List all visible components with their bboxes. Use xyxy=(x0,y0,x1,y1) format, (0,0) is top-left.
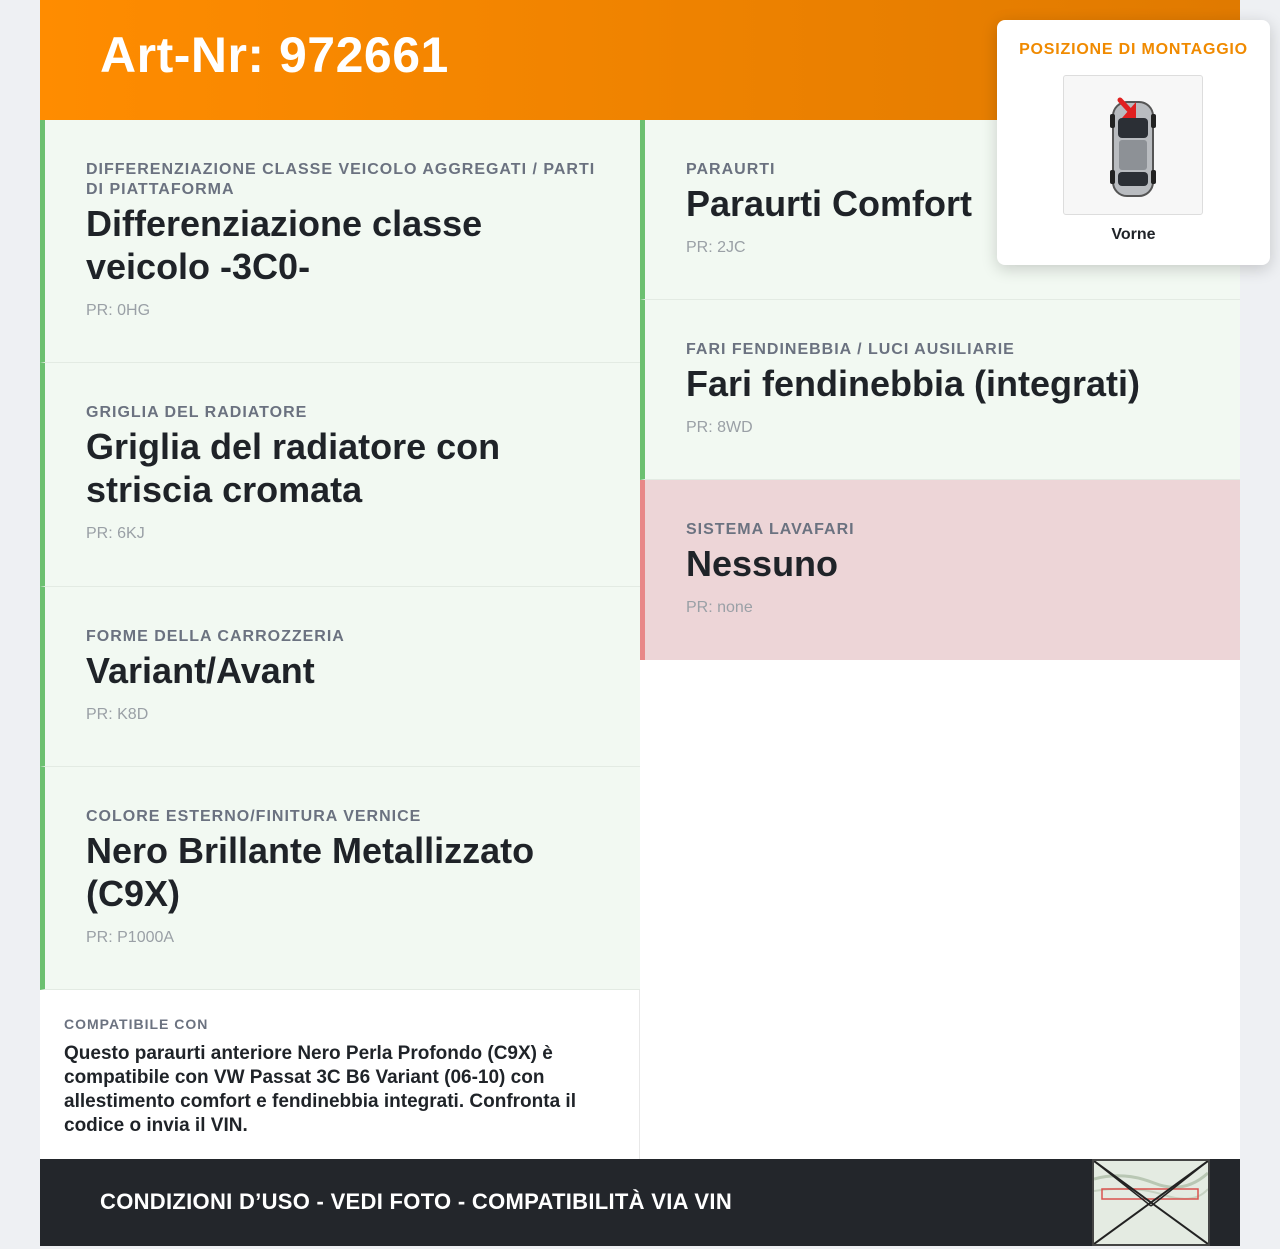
spec-pr-code: PR: 8WD xyxy=(686,419,753,436)
spec-pr-code: PR: P1000A xyxy=(86,929,175,946)
spec-value: Fari fendinebbia (integrati) xyxy=(686,363,1141,404)
spec-value: Variant/Avant xyxy=(86,650,315,691)
column-divider xyxy=(639,990,640,1160)
spec-card-missing xyxy=(640,480,1240,660)
spec-value: Differenziazione classe veicolo -3C0- xyxy=(86,203,483,287)
spec-category: SISTEMA LAVAFARI xyxy=(686,521,855,538)
compatibility-label: COMPATIBILE CON xyxy=(64,1016,209,1032)
mounting-position-popup xyxy=(997,20,1270,265)
spec-pr-code: PR: 0HG xyxy=(86,302,151,319)
compatibility-section xyxy=(64,1016,624,1138)
spec-category: FARI FENDINEBBIA / LUCI AUSILIARIE xyxy=(686,341,1015,358)
mounting-position-label: Vorne xyxy=(1111,226,1156,243)
spec-pr-code: PR: none xyxy=(686,599,753,616)
spec-category: PARAURTI xyxy=(686,161,776,178)
car-position-image xyxy=(1063,75,1203,215)
footer-links[interactable]: CONDIZIONI D’USO - VEDI FOTO - COMPATIBILITÀ VIA VIN xyxy=(100,1189,733,1214)
page xyxy=(40,0,1248,1246)
envelope-icon xyxy=(1094,1161,1208,1244)
spec-value: Griglia del radiatore con striscia cromata xyxy=(86,426,501,510)
spec-card xyxy=(40,363,640,587)
left-column xyxy=(40,120,640,990)
car-top-view-icon xyxy=(1064,76,1202,214)
spec-pr-code: PR: K8D xyxy=(86,706,149,723)
spec-card xyxy=(40,767,640,990)
compatibility-text: Questo paraurti anteriore Nero Perla Profondo (C9X) è compatibile con VW Passat 3C B6 Variant (06-10) con allestimento comfort e fendinebbia integrati. Confronta il codice o invia il VIN. xyxy=(64,1043,576,1136)
spec-category: FORME DELLA CARROZZERIA xyxy=(86,628,345,645)
spec-card xyxy=(40,587,640,767)
popup-title: POSIZIONE DI MONTAGGIO xyxy=(1019,41,1248,58)
spec-value: Nero Brillante Metallizzato (C9X) xyxy=(86,830,535,914)
article-number-title: Art-Nr: 972661 xyxy=(100,27,449,83)
spec-category: GRIGLIA DEL RADIATORE xyxy=(86,404,308,421)
spec-pr-code: PR: 2JC xyxy=(686,239,746,256)
spec-pr-code: PR: 6KJ xyxy=(86,525,145,542)
footer xyxy=(40,1159,1240,1246)
spec-category: DIFFERENZIAZIONE CLASSE VEICOLO AGGREGATI / PARTI DI PIATTAFORMA xyxy=(86,161,596,198)
spec-card xyxy=(640,300,1240,480)
spec-category: COLORE ESTERNO/FINITURA VERNICE xyxy=(86,808,422,825)
spec-value: Nessuno xyxy=(686,543,839,584)
spec-card xyxy=(40,120,640,363)
document-thumbnail[interactable] xyxy=(1092,1159,1210,1246)
spec-value: Paraurti Comfort xyxy=(686,183,973,224)
